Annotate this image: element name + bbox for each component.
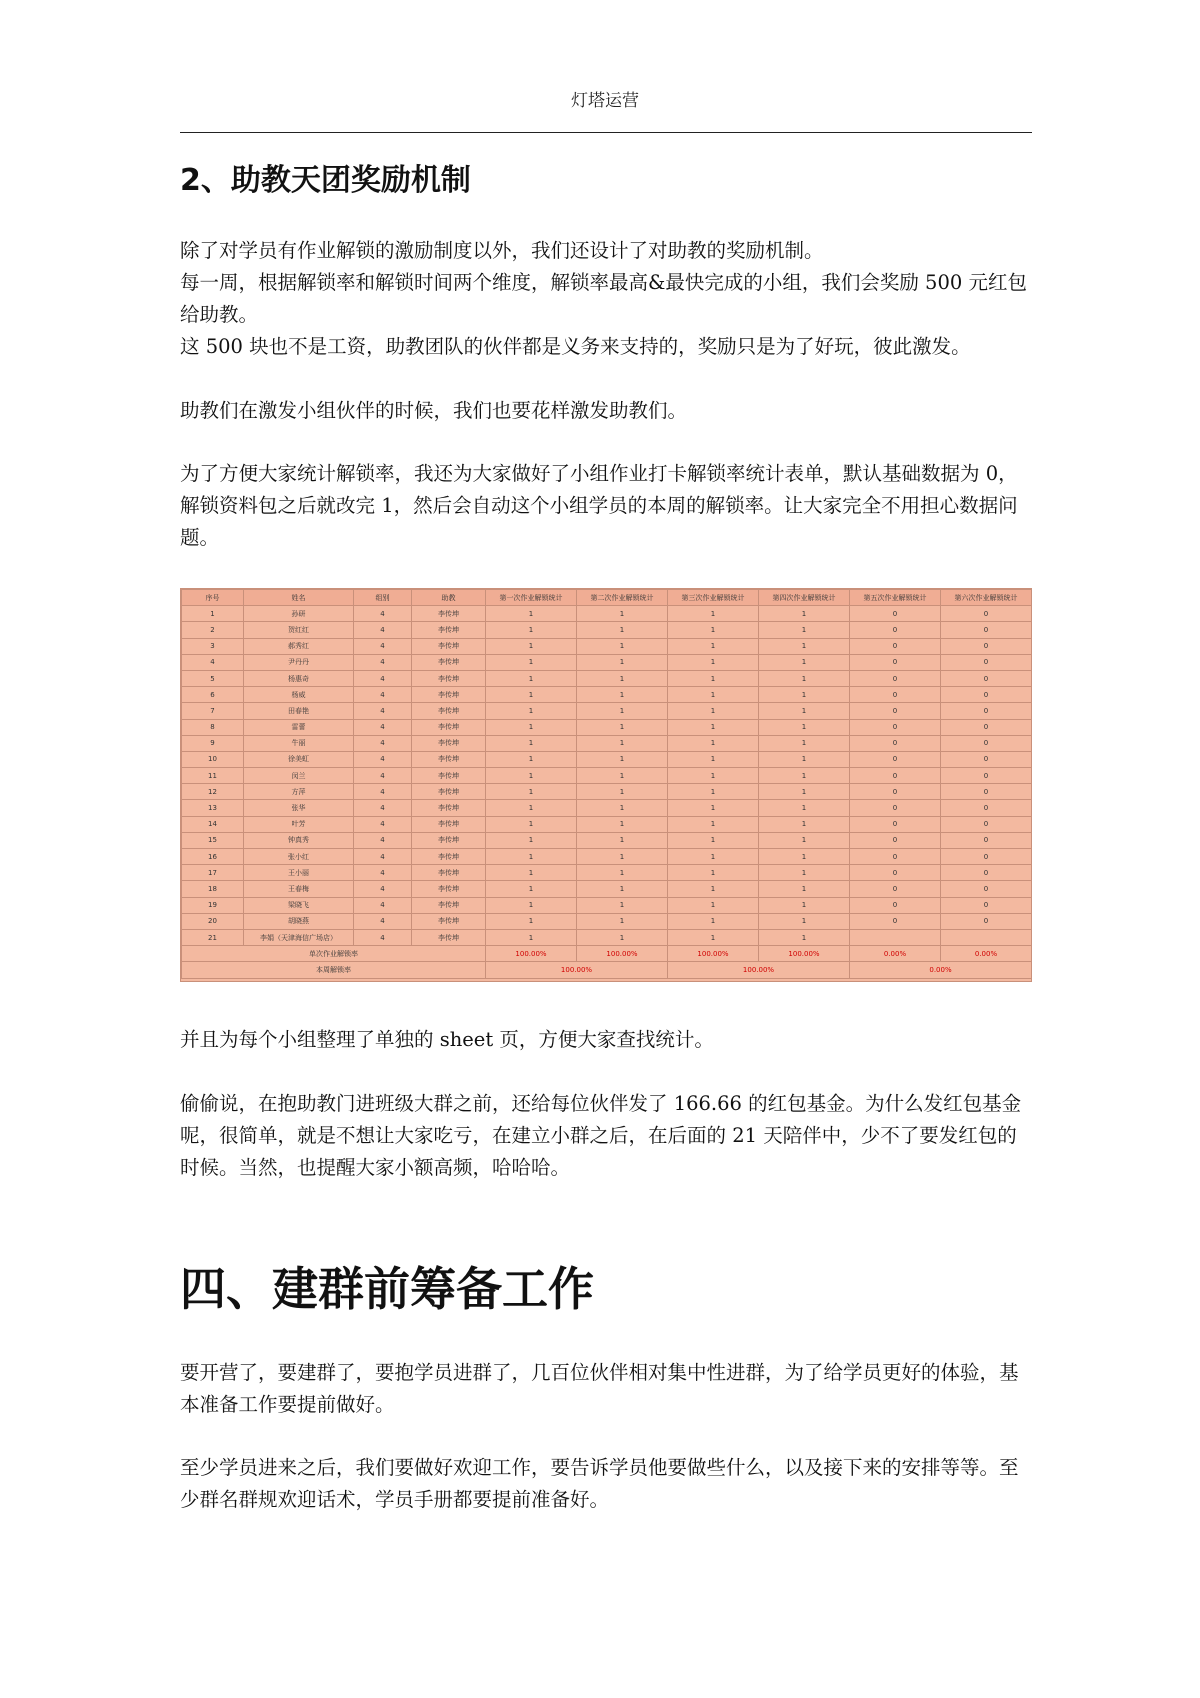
table-cell: 1 — [668, 670, 759, 686]
table-row — [182, 897, 1032, 913]
table-cell: 0 — [850, 784, 941, 800]
table-cell: 0 — [941, 768, 1032, 784]
table-cell: 贺红红 — [244, 622, 354, 638]
table-row — [182, 670, 1032, 686]
table-cell: 1 — [486, 881, 577, 897]
table-cell: 1 — [668, 865, 759, 881]
table-cell: 17 — [182, 865, 244, 881]
table-cell: 1 — [577, 849, 668, 865]
table-row — [182, 800, 1032, 816]
table-cell: 0 — [941, 784, 1032, 800]
table-cell: 王春梅 — [244, 881, 354, 897]
table-cell: 0 — [941, 897, 1032, 913]
table-cell: 1 — [577, 638, 668, 654]
table-cell: 张华 — [244, 800, 354, 816]
table-cell: 李传坤 — [412, 881, 486, 897]
table-cell: 1 — [759, 687, 850, 703]
table-cell: 1 — [486, 654, 577, 670]
table-cell: 牛丽 — [244, 735, 354, 751]
table-cell: 21 — [182, 929, 244, 945]
table-cell: 郝秀红 — [244, 638, 354, 654]
paragraph: 偷偷说，在抱助教门进班级大群之前，还给每位伙伴发了 166.66 的红包基金。为什么发红包基金呢，很简单，就是不想让大家吃亏，在建立小群之后，在后面的 21 天陪伴中，少不了要发红包的时候。当然，也提醒大家小额高频，哈哈哈。 — [180, 1092, 1022, 1179]
table-row — [182, 606, 1032, 622]
table-cell — [941, 929, 1032, 945]
running-header: 灯塔运营 — [571, 91, 639, 111]
table-cell: 杨惠奇 — [244, 670, 354, 686]
paragraph: 要开营了，要建群了，要抱学员进群了，几百位伙伴相对集中性进群，为了给学员更好的体验，基本准备工作要提前做好。 — [180, 1361, 1019, 1416]
table-cell: 0 — [941, 687, 1032, 703]
table-cell: 8 — [182, 719, 244, 735]
single-rate-cell: 100.00% — [668, 946, 759, 962]
table-cell: 4 — [354, 849, 412, 865]
table-cell: 1 — [668, 849, 759, 865]
table-cell: 1 — [759, 897, 850, 913]
table-cell: 4 — [354, 897, 412, 913]
table-cell: 1 — [486, 719, 577, 735]
table-cell: 雷蕾 — [244, 719, 354, 735]
table-cell: 李传坤 — [412, 670, 486, 686]
table-cell: 1 — [668, 719, 759, 735]
table-cell: 4 — [354, 832, 412, 848]
table-cell: 18 — [182, 881, 244, 897]
table-cell: 2 — [182, 622, 244, 638]
table-cell: 0 — [850, 751, 941, 767]
table-cell: 1 — [486, 622, 577, 638]
table-cell: 9 — [182, 735, 244, 751]
table-cell: 20 — [182, 913, 244, 929]
table-cell: 0 — [941, 751, 1032, 767]
table-cell: 1 — [759, 751, 850, 767]
table-cell: 6 — [182, 687, 244, 703]
table-cell: 1 — [759, 622, 850, 638]
table-row — [182, 735, 1032, 751]
table-cell: 1 — [759, 606, 850, 622]
table-cell: 1 — [759, 784, 850, 800]
table-cell: 孙研 — [244, 606, 354, 622]
paragraph: 每一周，根据解锁率和解锁时间两个维度，解锁率最高&最快完成的小组，我们会奖励 500 元红包给助教。 — [180, 271, 1027, 326]
table-cell: 1 — [577, 768, 668, 784]
table-cell: 0 — [941, 832, 1032, 848]
table-cell: 1 — [668, 703, 759, 719]
paragraph: 并且为每个小组整理了单独的 sheet 页，方便大家查找统计。 — [180, 1028, 714, 1051]
table-row — [182, 687, 1032, 703]
table-row — [182, 816, 1032, 832]
single-rate-cell: 100.00% — [486, 946, 577, 962]
table-cell: 0 — [850, 800, 941, 816]
table-cell: 0 — [850, 670, 941, 686]
table-cell: 0 — [850, 606, 941, 622]
table-cell: 1 — [486, 751, 577, 767]
table-cell: 4 — [354, 670, 412, 686]
table-cell: 1 — [668, 622, 759, 638]
table-row — [182, 913, 1032, 929]
table-row — [182, 881, 1032, 897]
table-cell: 1 — [759, 768, 850, 784]
table-cell: 11 — [182, 768, 244, 784]
table-row — [182, 622, 1032, 638]
table-cell: 1 — [577, 913, 668, 929]
table-cell: 1 — [759, 719, 850, 735]
paragraph: 这 500 块也不是工资，助教团队的伙伴都是义务来支持的，奖励只是为了好玩，彼此激发。 — [180, 335, 971, 358]
table-cell: 1 — [759, 832, 850, 848]
table-cell: 李娟（天津海信广场店） — [244, 929, 354, 945]
table-cell: 1 — [486, 913, 577, 929]
table-cell: 叶芳 — [244, 816, 354, 832]
table-cell: 4 — [354, 913, 412, 929]
table-cell: 4 — [354, 816, 412, 832]
table-cell: 1 — [486, 800, 577, 816]
table-cell: 0 — [850, 703, 941, 719]
table-cell: 1 — [577, 622, 668, 638]
weekly-rate-cell: 100.00% — [486, 962, 668, 978]
table-cell: 0 — [850, 768, 941, 784]
table-cell: 1 — [668, 654, 759, 670]
table-cell: 1 — [577, 687, 668, 703]
table-cell: 李传坤 — [412, 687, 486, 703]
table-cell: 4 — [354, 881, 412, 897]
table-cell: 李传坤 — [412, 719, 486, 735]
table-cell: 0 — [941, 865, 1032, 881]
table-cell: 4 — [354, 751, 412, 767]
table-cell: 1 — [577, 897, 668, 913]
paragraph: 助教们在激发小组伙伴的时候，我们也要花样激发助教们。 — [180, 399, 688, 422]
column-header: 第四次作业解锁统计 — [759, 590, 850, 606]
table-cell: 4 — [354, 784, 412, 800]
table-cell: 1 — [577, 654, 668, 670]
single-rate-label: 单次作业解锁率 — [182, 946, 486, 962]
table-cell: 1 — [577, 703, 668, 719]
column-header: 第一次作业解锁统计 — [486, 590, 577, 606]
table-cell: 4 — [354, 638, 412, 654]
column-header: 助教 — [412, 590, 486, 606]
table-cell: 4 — [354, 865, 412, 881]
table-cell: 4 — [354, 800, 412, 816]
table-cell: 1 — [759, 929, 850, 945]
table-cell: 1 — [577, 800, 668, 816]
table-cell: 1 — [577, 784, 668, 800]
unlock-rate-table — [181, 589, 1032, 979]
table-cell: 0 — [850, 719, 941, 735]
table-cell: 1 — [668, 768, 759, 784]
table-cell: 1 — [577, 670, 668, 686]
table-cell: 1 — [577, 929, 668, 945]
table-cell: 4 — [354, 622, 412, 638]
table-cell: 1 — [486, 687, 577, 703]
table-row — [182, 703, 1032, 719]
table-cell: 李传坤 — [412, 654, 486, 670]
table-cell: 0 — [850, 735, 941, 751]
table-cell: 李传坤 — [412, 816, 486, 832]
table-cell: 1 — [577, 865, 668, 881]
table-row — [182, 929, 1032, 945]
table-cell: 1 — [577, 606, 668, 622]
table-cell: 1 — [668, 735, 759, 751]
table-cell: 1 — [759, 800, 850, 816]
table-cell: 0 — [941, 654, 1032, 670]
table-cell: 4 — [354, 687, 412, 703]
table-cell: 4 — [354, 768, 412, 784]
table-cell: 1 — [759, 865, 850, 881]
table-cell: 1 — [486, 865, 577, 881]
table-cell: 19 — [182, 897, 244, 913]
table-cell: 0 — [850, 865, 941, 881]
table-cell: 李传坤 — [412, 897, 486, 913]
table-cell: 1 — [577, 751, 668, 767]
weekly-rate-cell: 0.00% — [850, 962, 1032, 978]
column-header: 第二次作业解锁统计 — [577, 590, 668, 606]
table-cell: 3 — [182, 638, 244, 654]
table-cell: 1 — [577, 832, 668, 848]
table-cell: 1 — [486, 832, 577, 848]
table-cell: 1 — [577, 881, 668, 897]
table-cell: 0 — [941, 816, 1032, 832]
table-cell: 1 — [759, 735, 850, 751]
single-rate-cell: 0.00% — [941, 946, 1032, 962]
table-cell: 1 — [759, 670, 850, 686]
paragraph: 除了对学员有作业解锁的激励制度以外，我们还设计了对助教的奖励机制。 — [180, 239, 824, 262]
paragraph: 至少学员进来之后，我们要做好欢迎工作，要告诉学员他要做些什么，以及接下来的安排等等。至少群名群规欢迎话术，学员手册都要提前准备好。 — [180, 1456, 1019, 1511]
table-cell: 1 — [759, 638, 850, 654]
table-cell — [850, 929, 941, 945]
table-cell: 1 — [759, 881, 850, 897]
table-row — [182, 638, 1032, 654]
table-cell: 李传坤 — [412, 751, 486, 767]
table-cell: 李传坤 — [412, 768, 486, 784]
table-cell: 0 — [941, 800, 1032, 816]
table-cell: 王小丽 — [244, 865, 354, 881]
weekly-rate-cell: 100.00% — [668, 962, 850, 978]
single-rate-row — [182, 946, 1032, 962]
table-cell: 0 — [941, 670, 1032, 686]
weekly-rate-label: 本周解锁率 — [182, 962, 486, 978]
paragraph: 为了方便大家统计解锁率，我还为大家做好了小组作业打卡解锁率统计表单，默认基础数据为 0，解锁资料包之后就改完 1，然后会自动这个小组学员的本周的解锁率。让大家完全不用担心数据问题。 — [180, 462, 1018, 549]
table-cell: 0 — [850, 897, 941, 913]
table-row — [182, 654, 1032, 670]
table-cell: 4 — [354, 719, 412, 735]
table-cell: 0 — [850, 849, 941, 865]
table-cell: 1 — [759, 816, 850, 832]
table-cell: 李传坤 — [412, 865, 486, 881]
table-cell: 杨威 — [244, 687, 354, 703]
table-cell: 1 — [486, 849, 577, 865]
table-cell: 张小红 — [244, 849, 354, 865]
table-cell: 12 — [182, 784, 244, 800]
table-cell: 李传坤 — [412, 800, 486, 816]
table-cell: 1 — [668, 606, 759, 622]
table-cell: 1 — [759, 654, 850, 670]
table-cell: 1 — [486, 703, 577, 719]
table-cell: 李传坤 — [412, 703, 486, 719]
table-cell: 0 — [850, 654, 941, 670]
table-cell: 1 — [668, 913, 759, 929]
table-header-row — [182, 590, 1032, 606]
table-cell: 1 — [668, 751, 759, 767]
table-cell: 4 — [354, 703, 412, 719]
column-header: 第六次作业解锁统计 — [941, 590, 1032, 606]
table-cell: 16 — [182, 849, 244, 865]
chapter-heading: 四、建群前筹备工作 — [180, 1262, 594, 1316]
header-rule — [180, 132, 1032, 133]
table-row — [182, 768, 1032, 784]
table-cell: 14 — [182, 816, 244, 832]
section-heading: 2、助教天团奖励机制 — [180, 163, 471, 198]
table-cell: 李传坤 — [412, 735, 486, 751]
table-cell: 胡晓燕 — [244, 913, 354, 929]
table-row — [182, 865, 1032, 881]
table-cell: 方萍 — [244, 784, 354, 800]
table-row — [182, 832, 1032, 848]
single-rate-cell: 100.00% — [759, 946, 850, 962]
table-cell: 1 — [577, 735, 668, 751]
table-cell: 李传坤 — [412, 913, 486, 929]
table-cell: 1 — [486, 929, 577, 945]
table-cell: 0 — [941, 606, 1032, 622]
table-cell: 4 — [354, 654, 412, 670]
table-cell: 0 — [941, 638, 1032, 654]
table-cell: 1 — [486, 670, 577, 686]
table-cell: 1 — [668, 897, 759, 913]
table-cell: 1 — [486, 784, 577, 800]
column-header: 姓名 — [244, 590, 354, 606]
table-cell: 7 — [182, 703, 244, 719]
table-cell: 徐美虹 — [244, 751, 354, 767]
table-cell: 李传坤 — [412, 622, 486, 638]
table-cell: 1 — [486, 816, 577, 832]
table-cell: 1 — [668, 816, 759, 832]
single-rate-cell: 100.00% — [577, 946, 668, 962]
table-cell: 1 — [759, 913, 850, 929]
table-cell: 0 — [941, 881, 1032, 897]
table-cell: 15 — [182, 832, 244, 848]
table-cell: 1 — [668, 832, 759, 848]
table-cell: 0 — [850, 816, 941, 832]
table-cell: 0 — [850, 687, 941, 703]
table-cell: 尹丹丹 — [244, 654, 354, 670]
column-header: 第三次作业解锁统计 — [668, 590, 759, 606]
table-cell: 梁晓飞 — [244, 897, 354, 913]
table-cell: 0 — [941, 849, 1032, 865]
table-cell: 1 — [759, 849, 850, 865]
table-cell: 0 — [850, 881, 941, 897]
table-cell: 李传坤 — [412, 638, 486, 654]
table-cell: 1 — [668, 881, 759, 897]
table-cell: 4 — [354, 929, 412, 945]
table-cell: 1 — [668, 929, 759, 945]
table-cell: 4 — [354, 606, 412, 622]
table-row — [182, 784, 1032, 800]
table-cell: 1 — [486, 897, 577, 913]
table-cell: 1 — [668, 638, 759, 654]
table-cell: 1 — [486, 768, 577, 784]
table-cell: 4 — [354, 735, 412, 751]
table-cell: 1 — [577, 719, 668, 735]
table-cell: 1 — [486, 638, 577, 654]
table-cell: 0 — [941, 719, 1032, 735]
table-row — [182, 751, 1032, 767]
column-header: 第五次作业解锁统计 — [850, 590, 941, 606]
table-cell: 0 — [941, 735, 1032, 751]
single-rate-cell: 0.00% — [850, 946, 941, 962]
table-cell: 4 — [182, 654, 244, 670]
table-cell: 0 — [941, 913, 1032, 929]
table-cell: 0 — [941, 622, 1032, 638]
table-cell: 1 — [486, 735, 577, 751]
table-cell: 闵兰 — [244, 768, 354, 784]
table-row — [182, 719, 1032, 735]
table-cell: 1 — [759, 703, 850, 719]
table-cell: 1 — [577, 816, 668, 832]
table-cell: 1 — [182, 606, 244, 622]
table-cell: 0 — [850, 832, 941, 848]
table-cell: 李传坤 — [412, 929, 486, 945]
table-cell: 田春艳 — [244, 703, 354, 719]
table-cell: 李传坤 — [412, 849, 486, 865]
table-cell: 0 — [941, 703, 1032, 719]
table-cell: 李传坤 — [412, 832, 486, 848]
table-cell: 0 — [850, 638, 941, 654]
table-cell: 5 — [182, 670, 244, 686]
table-cell: 李传坤 — [412, 606, 486, 622]
column-header: 组别 — [354, 590, 412, 606]
unlock-rate-spreadsheet — [180, 588, 1032, 982]
table-cell: 0 — [850, 913, 941, 929]
table-cell: 1 — [668, 784, 759, 800]
table-cell: 13 — [182, 800, 244, 816]
table-cell: 0 — [850, 622, 941, 638]
table-row — [182, 849, 1032, 865]
column-header: 序号 — [182, 590, 244, 606]
table-cell: 10 — [182, 751, 244, 767]
table-cell: 1 — [668, 800, 759, 816]
weekly-rate-row — [182, 962, 1032, 978]
table-cell: 1 — [486, 606, 577, 622]
table-cell: 1 — [668, 687, 759, 703]
table-cell: 钟真秀 — [244, 832, 354, 848]
table-cell: 李传坤 — [412, 784, 486, 800]
